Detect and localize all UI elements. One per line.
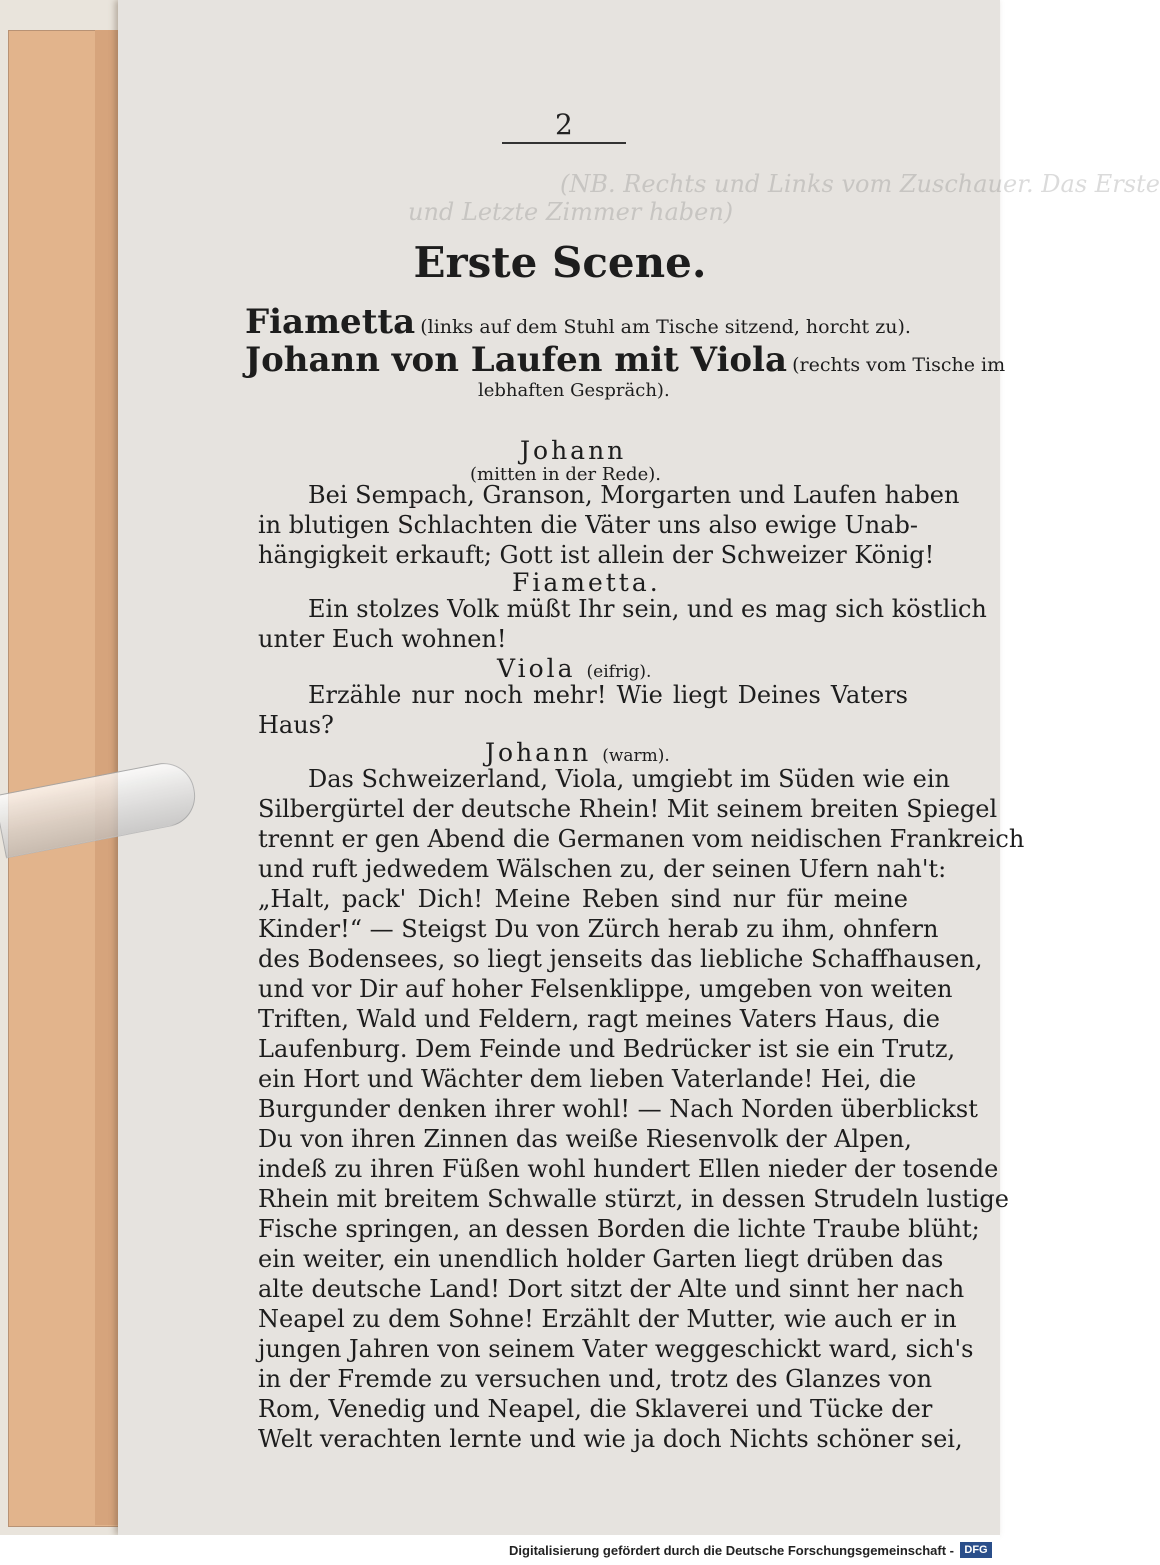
dfg-logo-icon: DFG [960, 1542, 992, 1558]
text-line: Das Schweizerland, Viola, umgiebt im Süden wie ein [308, 765, 951, 793]
cast-name: Johann von Laufen mit Viola [245, 340, 788, 380]
stage-direction: (links auf dem Stuhl am Tische sitzend, horcht zu). [420, 316, 911, 338]
speaker-direction: (mitten in der Rede). [470, 464, 661, 485]
speaker-johann-warm [485, 738, 670, 767]
text-line: und vor Dir auf hoher Felsenklippe, umgeben von weiten [258, 975, 953, 1003]
text-line: Rom, Venedig und Neapel, die Sklaverei und Tücke der [258, 1395, 933, 1423]
speaker-johann: Johann [520, 436, 627, 465]
footer-bar [0, 1535, 1000, 1565]
speaker-name: Viola [497, 654, 576, 683]
text-line: Du von ihren Zinnen das weiße Riesenvolk der Alpen, [258, 1125, 912, 1153]
text-line: hängigkeit erkauft; Gott ist allein der Schweizer König! [258, 541, 935, 569]
speaker-direction: (warm). [602, 746, 670, 766]
text-line: ein weiter, ein unendlich holder Garten liegt drüben das [258, 1245, 944, 1273]
speaker-viola [497, 654, 651, 683]
stage-direction: (rechts vom Tische im [792, 354, 1006, 376]
speaker-fiametta: Fiametta. [512, 568, 661, 597]
text-line: Kinder!“ — Steigst Du von Zürch herab zu ihm, ohnfern [258, 915, 939, 943]
text-line: des Bodensees, so liegt jenseits das liebliche Schaffhausen, [258, 945, 983, 973]
scene-title: Erste Scene. [413, 238, 707, 287]
text-line: Ein stolzes Volk müßt Ihr sein, und es mag sich köstlich [308, 595, 987, 623]
text-line: ein Hort und Wächter dem lieben Vaterlande! Hei, die [258, 1065, 917, 1093]
text-line: Burgunder denken ihrer wohl! — Nach Norden überblickst [258, 1095, 978, 1123]
text-line: und ruft jedwedem Wälschen zu, der seinen Ufern nah't: [258, 855, 947, 883]
text-line: trennt er gen Abend die Germanen vom neidischen Frankreich [258, 825, 1025, 853]
bleed-through-text-1: (NB. Rechts und Links vom Zuschauer. Das Erste [560, 170, 1160, 198]
speaker-name: Johann [485, 738, 592, 767]
funding-notice: Digitalisierung gefördert durch die Deutsche Forschungsgemeinschaft - [509, 1543, 954, 1558]
text-line: alte deutsche Land! Dort sitzt der Alte und sinnt her nach [258, 1275, 965, 1303]
speaker-direction: (eifrig). [586, 662, 652, 682]
text-line: Rhein mit breitem Schwalle stürzt, in dessen Strudeln lustige [258, 1185, 1009, 1213]
text-line: Erzähle nur noch mehr! Wie liegt Deines Vaters [308, 681, 908, 709]
text-line: in der Fremde zu versuchen und, trotz des Glanzes von [258, 1365, 933, 1393]
cast-entry-fiametta [245, 302, 911, 342]
text-line: Fische springen, an dessen Borden die lichte Traube blüht; [258, 1215, 980, 1243]
text-line: „Halt, pack' Dich! Meine Reben sind nur für meine [258, 885, 908, 913]
page-number-rule [502, 142, 626, 144]
text-line: unter Euch wohnen! [258, 625, 507, 653]
text-line: Bei Sempach, Granson, Morgarten und Laufen haben [308, 481, 960, 509]
text-line: Haus? [258, 711, 334, 739]
text-line: Triften, Wald und Feldern, ragt meines Vaters Haus, die [258, 1005, 940, 1033]
bleed-through-text-2: und Letzte Zimmer haben) [408, 198, 734, 226]
cast-entry-johann [245, 340, 1005, 380]
stage-direction-cont: lebhaften Gespräch). [478, 380, 670, 401]
text-line: in blutigen Schlachten die Väter uns also ewige Unab- [258, 511, 918, 539]
page-number: 2 [555, 108, 573, 141]
text-line: Laufenburg. Dem Feinde und Bedrücker ist sie ein Trutz, [258, 1035, 956, 1063]
text-line: jungen Jahren von seinem Vater weggeschickt ward, sich's [258, 1335, 974, 1363]
text-line: indeß zu ihren Füßen wohl hundert Ellen nieder der tosende [258, 1155, 999, 1183]
text-line: Neapel zu dem Sohne! Erzählt der Mutter, wie auch er in [258, 1305, 957, 1333]
text-line: Silbergürtel der deutsche Rhein! Mit seinem breiten Spiegel [258, 795, 998, 823]
text-line: Welt verachten lernte und wie ja doch Nichts schöner sei, [258, 1425, 963, 1453]
cast-name: Fiametta [245, 302, 416, 342]
